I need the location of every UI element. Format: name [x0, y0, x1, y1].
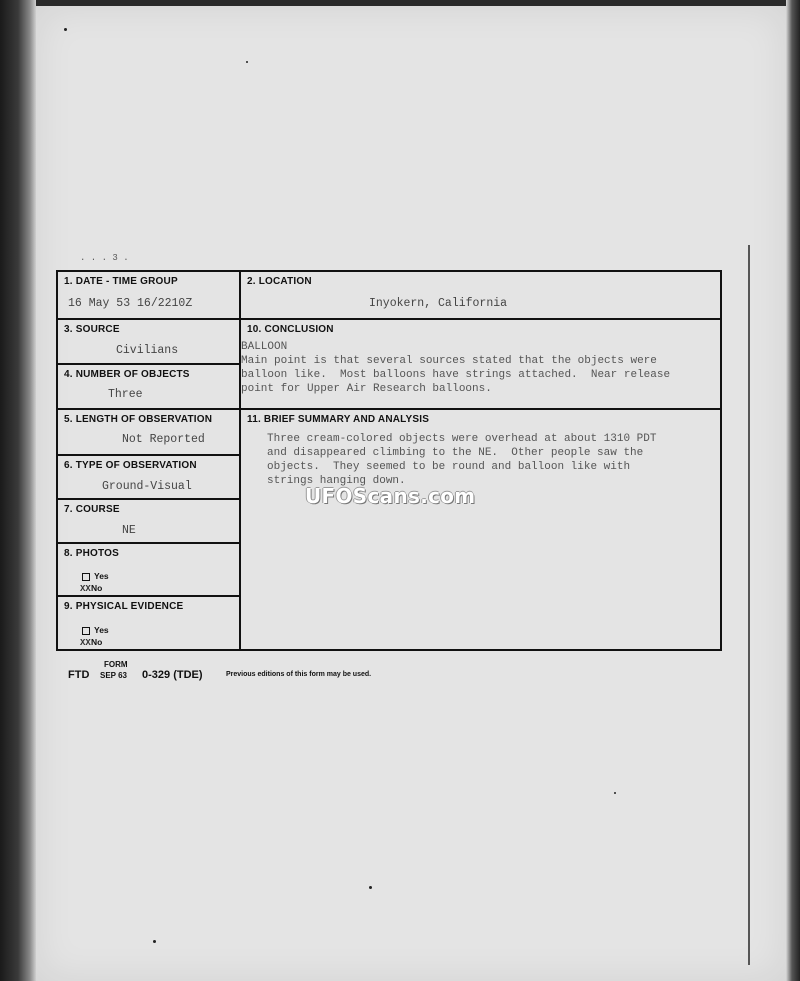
conclusion-line-4: point for Upper Air Research balloons.: [241, 383, 492, 395]
speck: [369, 886, 372, 889]
summary-line-1: Three cream-colored objects were overhead at about 1310 PDT: [267, 433, 657, 445]
summary-cell: [241, 410, 720, 649]
conclusion-line-1: BALLOON: [241, 341, 288, 353]
physical-evidence-label: 9. PHYSICAL EVIDENCE: [64, 601, 184, 612]
photos-no-option[interactable]: [80, 583, 102, 594]
checkbox-empty-icon: [82, 627, 90, 635]
margin-mark: . . . 3 .: [80, 253, 129, 263]
photos-cell: [58, 544, 239, 595]
physical-evidence-cell: [58, 597, 239, 649]
length-of-observation-cell: [58, 410, 239, 454]
photos-yes-label: Yes: [94, 571, 109, 581]
date-time-group-cell: [58, 272, 239, 318]
summary-line-3: objects. They seemed to be round and balloon like with: [267, 461, 631, 473]
footer-date-code: SEP 63: [100, 671, 127, 680]
date-time-group-value: 16 May 53 16/2210Z: [68, 297, 193, 310]
report-form: [56, 270, 722, 651]
photos-no-mark: XX: [80, 584, 91, 594]
course-cell: [58, 500, 239, 542]
conclusion-cell: [241, 320, 720, 408]
footer-note: Previous editions of this form may be used.: [226, 671, 372, 678]
number-of-objects-cell: [58, 365, 239, 408]
physical-evidence-no-option[interactable]: [80, 637, 102, 648]
source-value: Civilians: [116, 344, 179, 357]
type-of-observation-cell: [58, 456, 239, 498]
footer-form-word: FORM: [104, 660, 128, 669]
physical-evidence-no-label: No: [91, 637, 103, 647]
scan-right-edge: [786, 0, 800, 981]
speck: [614, 792, 616, 794]
summary-line-4: strings hanging down.: [267, 475, 406, 487]
speck: [246, 61, 248, 63]
source-label: 3. SOURCE: [64, 324, 120, 335]
photos-yes-option[interactable]: [82, 571, 109, 581]
location-cell: [241, 272, 720, 318]
conclusion-label: 10. CONCLUSION: [247, 324, 334, 335]
conclusion-line-2: Main point is that several sources stated that the objects were: [241, 355, 657, 367]
footer-form-number: 0-329 (TDE): [142, 669, 203, 681]
watermark: UFOScans.com: [305, 484, 476, 508]
course-value: NE: [122, 524, 136, 537]
type-of-observation-label: 6. TYPE OF OBSERVATION: [64, 460, 197, 471]
checkbox-empty-icon: [82, 573, 90, 581]
location-value: Inyokern, California: [369, 297, 508, 310]
speck: [64, 28, 67, 31]
speck: [153, 940, 156, 943]
photos-label: 8. PHOTOS: [64, 548, 119, 559]
summary-label: 11. BRIEF SUMMARY AND ANALYSIS: [247, 414, 430, 425]
photos-no-label: No: [91, 583, 103, 593]
number-of-objects-value: Three: [108, 388, 143, 401]
physical-evidence-yes-option[interactable]: [82, 625, 109, 635]
conclusion-line-3: balloon like. Most balloons have strings attached. Near release: [241, 369, 671, 381]
length-of-observation-label: 5. LENGTH OF OBSERVATION: [64, 414, 213, 425]
physical-evidence-no-mark: XX: [80, 638, 91, 648]
location-label: 2. LOCATION: [247, 276, 312, 287]
scan-left-edge: [0, 0, 36, 981]
summary-line-2: and disappeared climbing to the NE. Other people saw the: [267, 447, 644, 459]
source-cell: [58, 320, 239, 363]
date-time-group-label: 1. DATE - TIME GROUP: [64, 276, 178, 287]
length-of-observation-value: Not Reported: [122, 433, 205, 446]
margin-rule: [748, 245, 750, 965]
physical-evidence-yes-label: Yes: [94, 625, 109, 635]
footer-code: FTD: [68, 669, 90, 681]
course-label: 7. COURSE: [64, 504, 120, 515]
type-of-observation-value: Ground-Visual: [102, 480, 192, 493]
number-of-objects-label: 4. NUMBER OF OBJECTS: [64, 369, 190, 380]
